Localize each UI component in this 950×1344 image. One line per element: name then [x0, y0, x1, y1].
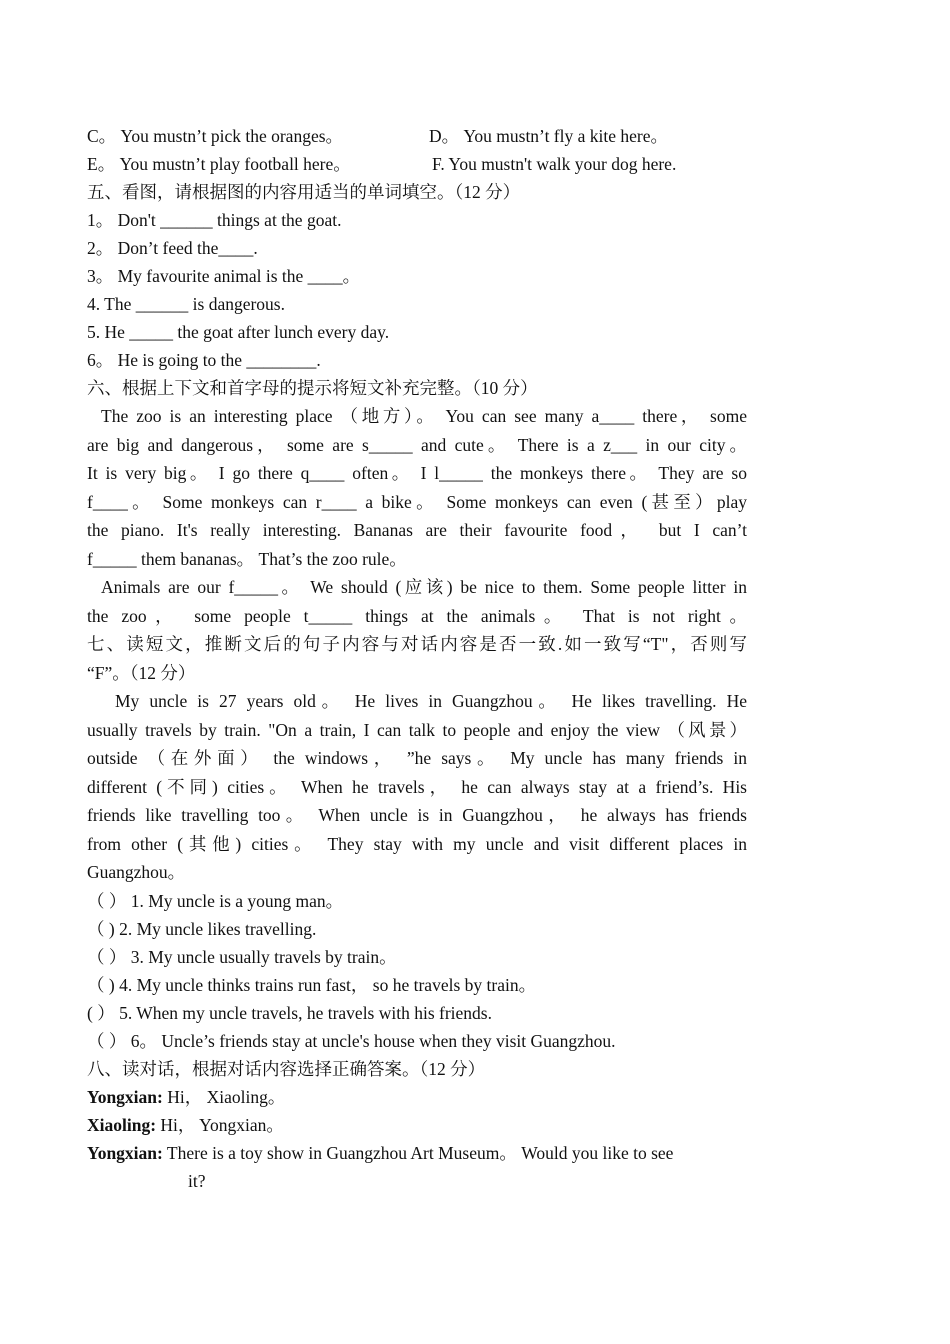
- section7-passage-line-7: Guangzhou。: [87, 862, 186, 882]
- section7-passage-line-3: outside （在外面） the windows， ”he says。 My uncle has many friends in: [87, 748, 747, 768]
- section7-question-1: （ ） 1. My uncle is a young man。: [87, 890, 344, 911]
- section7-question-6: （ ） 6。 Uncle’s friends stay at uncle's house when they visit Guangzhou.: [87, 1030, 616, 1051]
- dialog-text: There is a toy show in Guangzhou Art Museum。 Would you like to see: [162, 1142, 674, 1163]
- section7-passage-line-1: My uncle is 27 years old。 He lives in Guangzhou。 He likes travelling. He: [115, 691, 747, 711]
- section6-passage-line-2: are big and dangerous， some are s_____ and cute。 There is a z___ in our city。: [87, 434, 747, 455]
- dialog-line-3-continuation: it?: [188, 1170, 206, 1191]
- section7-question-4: （ ) 4. My uncle thinks trains run fast， so he travels by train。: [87, 974, 537, 995]
- section7-heading-line-1: 七、读短文，推断文后的句子内容与对话内容是否一致.如一致写“T"，否则写: [87, 634, 747, 654]
- section5-item-2: 2。 Don’t feed the____.: [87, 238, 258, 258]
- options-row-ef: [87, 150, 747, 178]
- dialog-line-3: [87, 1139, 747, 1167]
- dialog-speaker: Yongxian:: [87, 1086, 163, 1107]
- section5-item-4: 4. The ______ is dangerous.: [87, 294, 285, 314]
- section7-passage-line-4: different (不同) cities。 When he travels， he can always stay at a friend’s. His: [87, 776, 747, 797]
- options-row-cd: [87, 122, 747, 150]
- section5-item-5: 5. He _____ the goat after lunch every day.: [87, 322, 390, 342]
- section5-heading: 五、看图，请根据图的内容用适当的单词填空。（12 分）: [87, 182, 521, 202]
- section6-passage-line-1: The zoo is an interesting place （地方）。 You can see many a____ there， some: [101, 406, 747, 426]
- section7-passage-line-6: from other (其他) cities。 They stay with my uncle and visit different places in: [87, 833, 747, 854]
- option-e: E。 You mustn’t play football here。: [87, 154, 351, 174]
- section5-item-6: 6。 He is going to the ________.: [87, 350, 321, 370]
- option-d: D。 You mustn’t fly a kite here。: [429, 126, 668, 146]
- dialog-line-2: [87, 1111, 747, 1139]
- section7-passage-line-5: friends like travelling too。 When uncle is in Guangzhou， he always has friends: [87, 805, 747, 825]
- section7-question-3: （ ） 3. My uncle usually travels by train。: [87, 946, 397, 967]
- section7-question-5: ( ） 5. When my uncle travels, he travels with his friends.: [87, 1002, 492, 1023]
- dialog-line-1: [87, 1083, 747, 1111]
- section6-heading: 六、根据上下文和首字母的提示将短文补充完整。（10 分）: [87, 378, 538, 398]
- section6-passage-line-8: the zoo， some people t_____ things at the animals。 That is not right。: [87, 605, 747, 626]
- section7-passage-line-2: usually travels by train. "On a train, I can talk to people and enjoy the view （风景）: [87, 719, 747, 740]
- dialog-text: Hi， Yongxian。: [156, 1114, 284, 1135]
- section7-heading-line-2: “F”。（12 分）: [87, 662, 196, 683]
- section6-passage-line-5: the piano. It's really interesting. Bananas are their favourite food， but I can’t: [87, 520, 747, 540]
- dialog-speaker: Yongxian:: [87, 1142, 163, 1163]
- dialog-speaker: Xiaoling:: [87, 1114, 157, 1135]
- dialog-text: Hi， Xiaoling。: [162, 1086, 286, 1107]
- section8-heading: 八、读对话，根据对话内容选择正确答案。（12 分）: [87, 1058, 486, 1079]
- option-f: F. You mustn't walk your dog here.: [432, 154, 677, 174]
- section5-item-1: 1。 Don't ______ things at the goat.: [87, 210, 342, 230]
- worksheet-page: [87, 122, 747, 1195]
- section6-passage-line-3: It is very big。 I go there q____ often。 I l_____ the monkeys there。 They are so: [87, 463, 747, 483]
- section6-passage-line-7: Animals are our f_____。 We should (应该) be nice to them. Some people litter in: [101, 577, 747, 597]
- section5-item-3: 3。 My favourite animal is the ____。: [87, 266, 361, 286]
- section6-passage-line-4: f____。 Some monkeys can r____ a bike。 Some monkeys can even (甚至）play: [87, 491, 747, 512]
- section6-passage-line-6: f_____ them bananas。 That’s the zoo rule。: [87, 548, 407, 569]
- section7-question-2: （ ) 2. My uncle likes travelling.: [87, 918, 317, 939]
- option-c: C。 You mustn’t pick the oranges。: [87, 126, 344, 146]
